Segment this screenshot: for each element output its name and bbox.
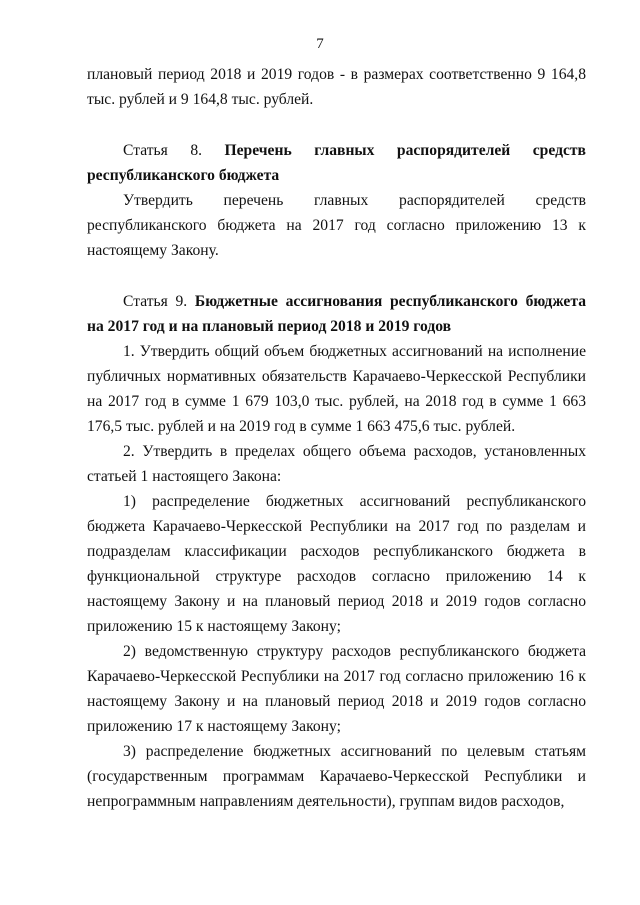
article-8-number: 8.: [190, 142, 203, 159]
article-9-subitem-1: 1) распределение бюджетных ассигнований республиканского бюджета Карачаево-Черкесской Республики на 2017 год по разделам и подразделам классификации расходов республиканского бюджета в функциональной структуре расходов согласно приложению 14 к настоящему Закону и на плановый период 2018 и 2019 годов согласно приложению 15 к настоящему Закону;: [87, 493, 586, 635]
article-8: [87, 138, 586, 263]
article-9-subitem-3: 3) распределение бюджетных ассигнований по целевым статьям (государственным программам Карачаево-Черкесской Республики и непрограммным направлениям деятельности), группам видов расходов,: [87, 743, 586, 810]
article-8-heading-continued: республиканского бюджета: [87, 167, 280, 184]
article-9-subitem-2: 2) ведомственную структуру расходов республиканского бюджета Карачаево-Черкесской Республики на 2017 год согласно приложению 16 к настоящему Закону и на плановый период 2018 и 2019 годов согласно приложению 17 к настоящему Закону;: [87, 643, 586, 735]
article-9-heading: [87, 289, 586, 339]
article-9-item-1: 1. Утвердить общий объем бюджетных ассигнований на исполнение публичных нормативных обязательств Карачаево-Черкесской Республики на 2017 год в сумме 1 679 103,0 тыс. рублей, на 2018 год в сумме 1 663 176,5 тыс. рублей и на 2019 год в сумме 1 663 475,6 тыс. рублей.: [87, 343, 586, 435]
paragraph-continuation: плановый период 2018 и 2019 годов - в размерах соответственно 9 164,8 тыс. рублей и 9 164,8 тыс. рублей.: [87, 66, 586, 108]
article-8-text: Утвердить перечень главных распорядителей средств республиканского бюджета на 2017 год согласно приложению 13 к настоящему Закону.: [87, 192, 586, 259]
article-8-title-word: распорядителей: [396, 142, 511, 159]
article-9-item-2: 2. Утвердить в пределах общего объема расходов, установленных статьей 1 настоящего Закона:: [87, 443, 586, 485]
article-9-label: Статья 9.: [123, 293, 195, 310]
page-number: 7: [316, 36, 324, 52]
article-8-title-word: средств: [532, 142, 586, 159]
document-body: [87, 62, 586, 814]
article-8-heading-line: [87, 138, 586, 163]
article-9-title: Бюджетные ассигнования республиканского бюджета на 2017 год и на плановый период 2018 и 2019 годов: [87, 293, 586, 335]
article-8-label-word: Статья: [123, 142, 168, 159]
article-8-title-word: главных: [314, 142, 375, 159]
article-9: [87, 289, 586, 814]
article-8-title-word: Перечень: [224, 142, 292, 159]
